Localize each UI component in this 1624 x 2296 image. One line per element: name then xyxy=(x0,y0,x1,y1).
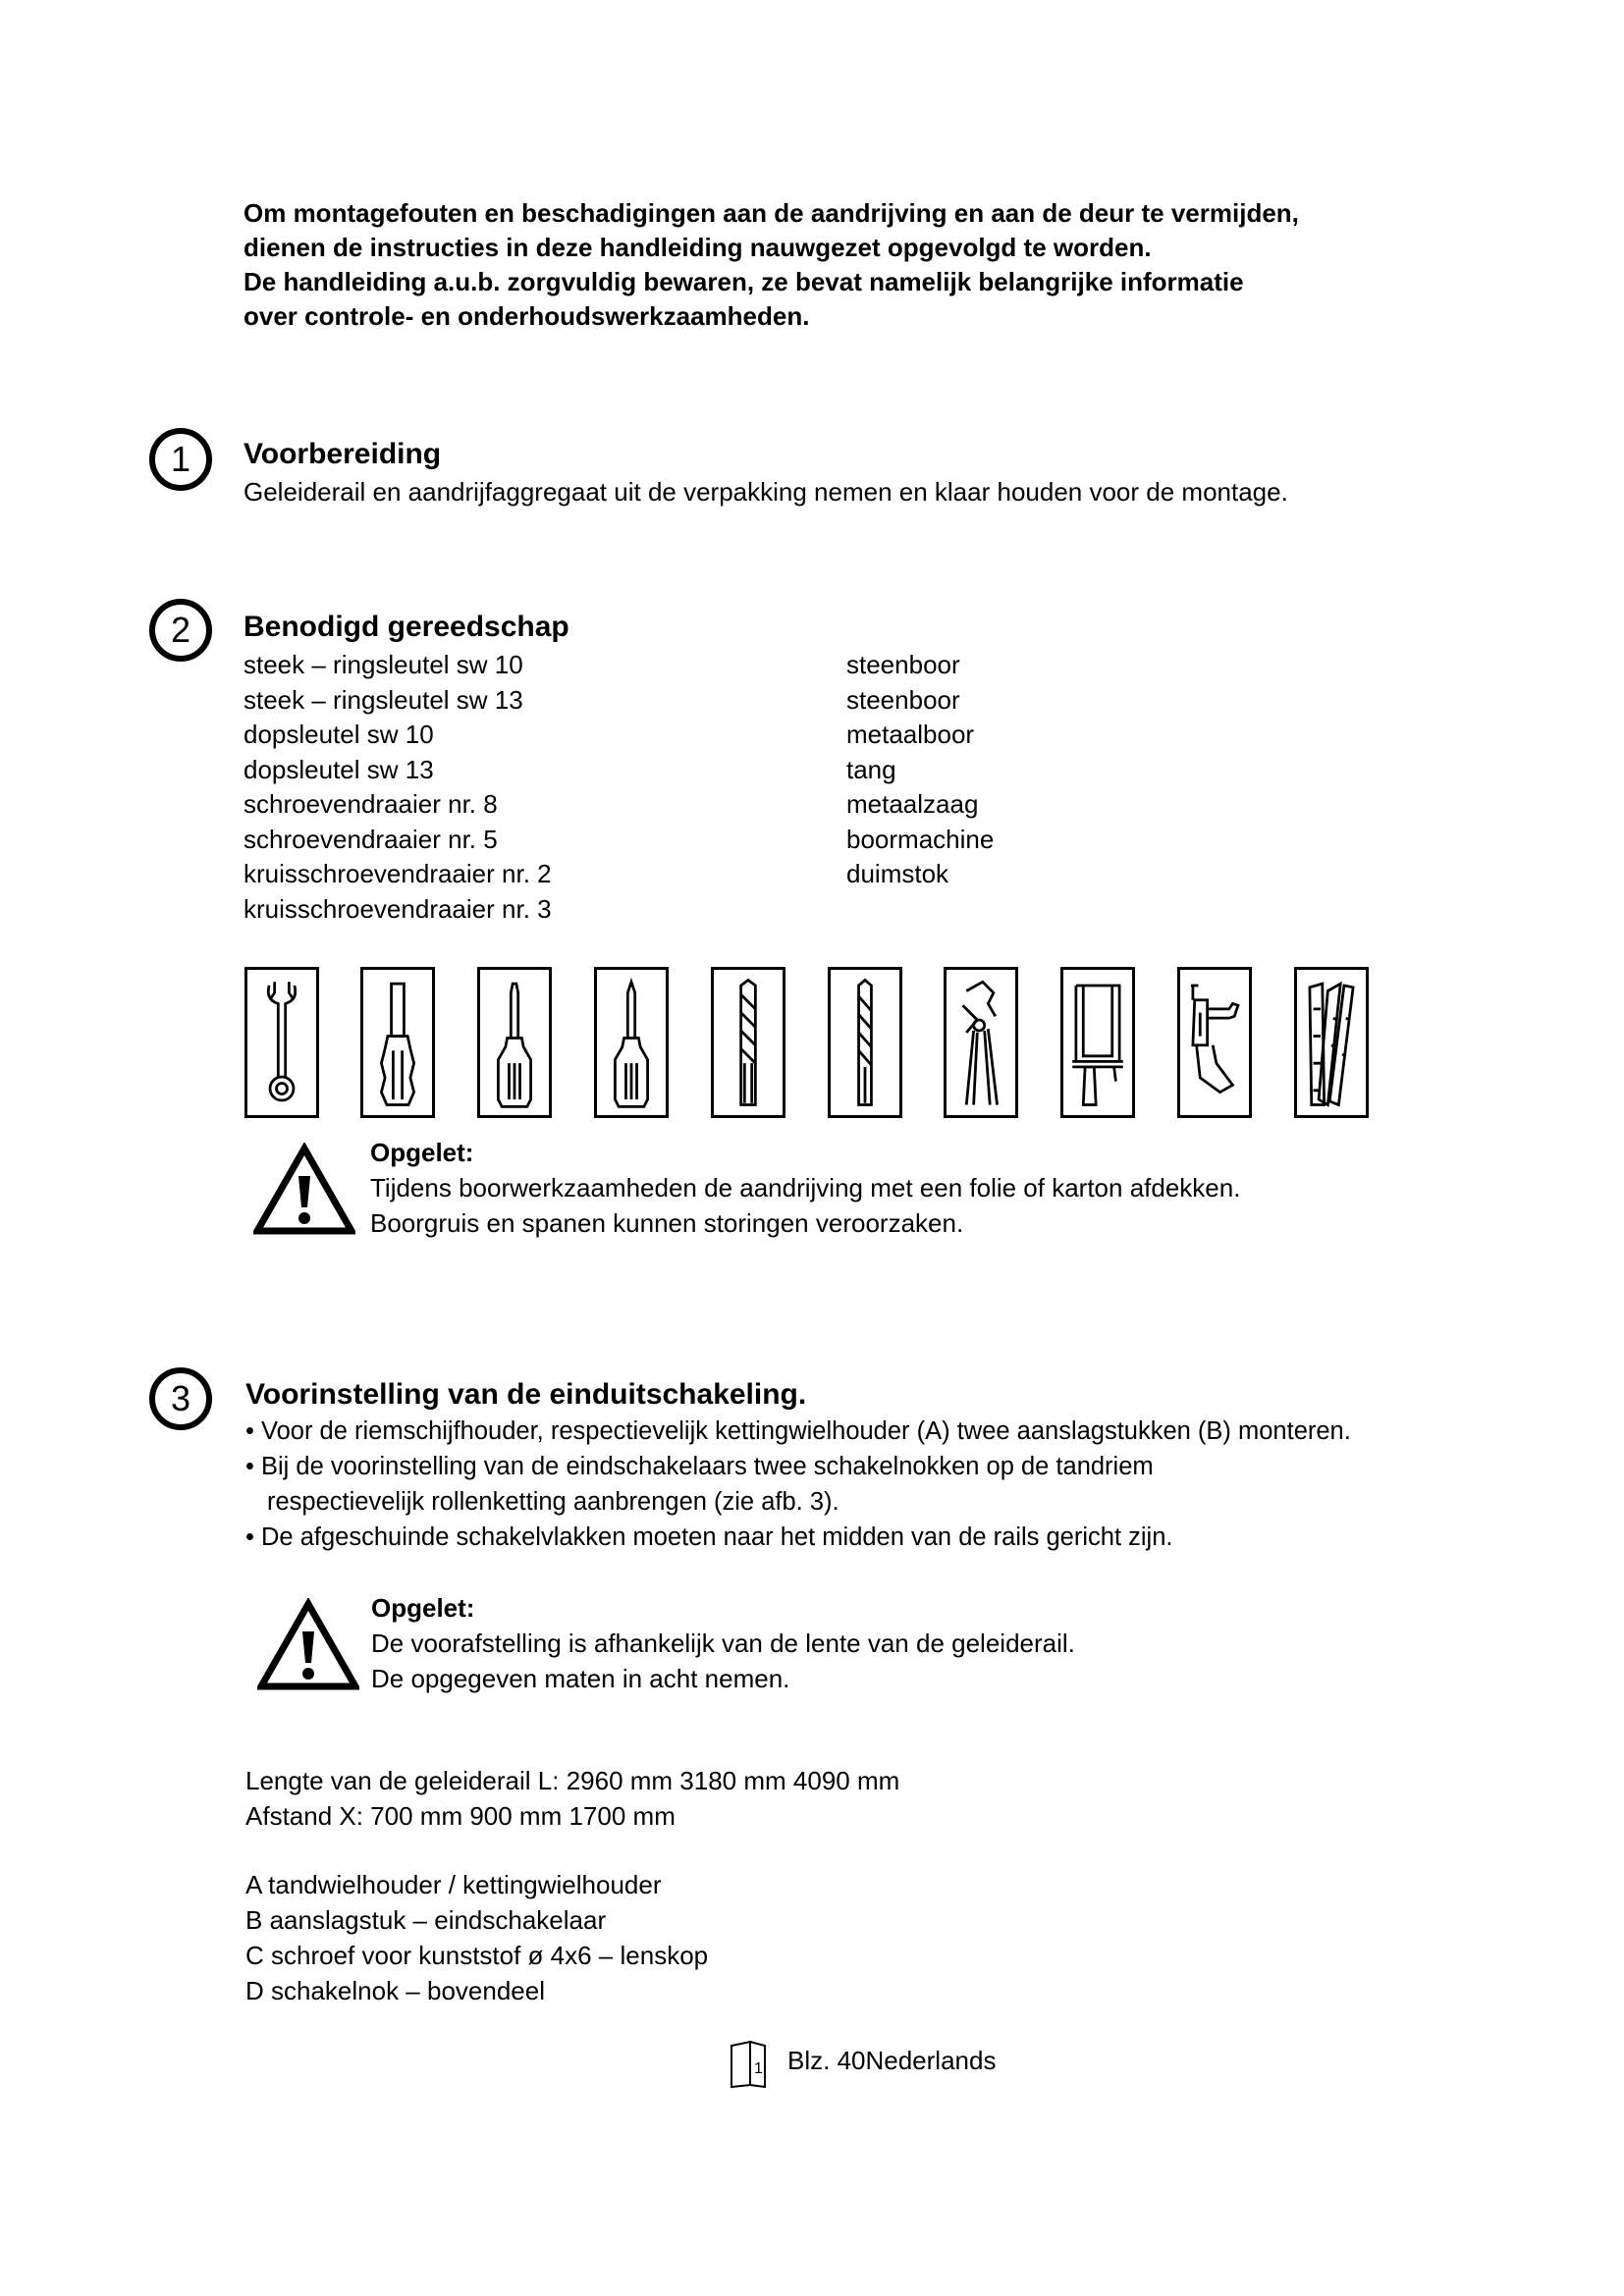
screwdriver-icon xyxy=(477,967,552,1118)
tool-list-item: kruisschroevendraaier nr. 2 xyxy=(244,859,552,888)
stone-drill-bit-icon xyxy=(828,967,902,1118)
page-icon-number: 1 xyxy=(754,2060,763,2077)
intro-line: De handleiding a.u.b. zorgvuldig bewaren, ze bevat namelijk belangrijke informatie xyxy=(244,267,1244,296)
tool-list-left xyxy=(244,648,552,927)
page-icon xyxy=(729,2040,768,2089)
bullet-item: • Voor de riemschijfhouder, respectievelijk kettingwielhouder (A) twee aanslagstukken (B) monteren. xyxy=(245,1417,1351,1445)
warning-line: Boorgruis en spanen kunnen storingen veroorzaken. xyxy=(370,1208,964,1238)
tool-list-item: steek – ringsleutel sw 13 xyxy=(244,684,523,715)
warning-block-1 xyxy=(370,1135,1240,1241)
stone-drill-bit-icon xyxy=(711,967,785,1118)
tool-list-item: tang xyxy=(846,754,896,784)
bullet-item: • De afgeschuinde schakelvlakken moeten naar het midden van de rails gericht zijn. xyxy=(245,1523,1173,1551)
section-2-number: 2 xyxy=(149,599,212,662)
tool-list-item: metaalboor xyxy=(846,720,975,749)
warning-line: De voorafstelling is afhankelijk van de lente van de geleiderail. xyxy=(371,1629,1075,1658)
tool-list-item: dopsleutel sw 13 xyxy=(244,754,434,784)
warning-icon xyxy=(257,1598,359,1692)
measurements xyxy=(245,1763,899,1834)
tool-list-right xyxy=(846,648,994,892)
phillips-screwdriver-icon xyxy=(594,967,669,1118)
intro-line: Om montagefouten en beschadigingen aan de aandrijving en aan de deur te vermijden, xyxy=(244,198,1299,228)
warning-title: Opgelet: xyxy=(370,1138,474,1167)
intro-line: over controle- en onderhoudswerkzaamheden. xyxy=(244,301,810,331)
drill-machine-icon xyxy=(1177,967,1252,1118)
pliers-icon xyxy=(944,967,1018,1118)
warning-icon xyxy=(253,1143,355,1237)
section-1-number: 1 xyxy=(149,428,212,491)
tool-list-item: duimstok xyxy=(846,859,949,888)
hacksaw-icon xyxy=(1060,967,1135,1118)
tool-list-item: boormachine xyxy=(846,824,995,854)
tool-list-item: metaalzaag xyxy=(846,789,979,819)
legend-item: C schroef voor kunststof ø 4x6 – lenskop xyxy=(245,1941,709,1970)
bullet-item: • Bij de voorinstelling van de eindschakelaars twee schakelnokken op de tandriem xyxy=(245,1453,1154,1480)
warning-title: Opgelet: xyxy=(371,1593,475,1623)
tool-list-item: schroevendraaier nr. 8 xyxy=(244,789,498,819)
legend-list xyxy=(245,1867,708,2008)
tool-list-item: steenboor xyxy=(846,650,960,679)
section-1-text: Geleiderail en aandrijfaggregaat uit de verpakking nemen en klaar houden voor de montage. xyxy=(244,477,1288,507)
legend-item: D schakelnok – bovendeel xyxy=(245,1976,545,2005)
measure-line: Lengte van de geleiderail L: 2960 mm 3180 mm 4090 mm xyxy=(245,1766,900,1795)
section-3-bullets xyxy=(245,1414,1351,1555)
section-3-number: 3 xyxy=(149,1367,212,1430)
section-1-title: Voorbereiding xyxy=(244,438,442,470)
intro-text xyxy=(244,196,1471,334)
socket-wrench-icon xyxy=(360,967,435,1118)
measure-line: Afstand X: 700 mm 900 mm 1700 mm xyxy=(245,1801,676,1831)
section-2-title: Benodigd gereedschap xyxy=(244,611,569,643)
tool-list-item: kruisschroevendraaier nr. 3 xyxy=(244,893,552,924)
bullet-item-continuation: respectievelijk rollenketting aanbrengen (zie afb. 3). xyxy=(267,1488,839,1516)
tool-list-item: dopsleutel sw 10 xyxy=(244,720,434,749)
legend-item: B aanslagstuk – eindschakelaar xyxy=(245,1905,607,1935)
warning-line: Tijdens boorwerkzaamheden de aandrijving met een folie of karton afdekken. xyxy=(370,1173,1241,1202)
tool-list-item: steek – ringsleutel sw 10 xyxy=(244,650,523,679)
folding-ruler-icon xyxy=(1294,967,1369,1118)
legend-item: A tandwielhouder / kettingwielhouder xyxy=(245,1870,662,1899)
intro-line: dienen de instructies in deze handleiding nauwgezet opgevolgd te worden. xyxy=(244,233,1152,262)
page-number: Blz. 40Nederlands xyxy=(787,2046,997,2075)
warning-line: De opgegeven maten in acht nemen. xyxy=(371,1664,790,1693)
ring-spanner-icon xyxy=(244,967,319,1118)
warning-block-2 xyxy=(371,1590,1075,1696)
tool-list-item: schroevendraaier nr. 5 xyxy=(244,824,498,854)
section-3-title: Voorinstelling van de einduitschakeling. xyxy=(245,1378,807,1411)
tool-list-item: steenboor xyxy=(846,684,960,715)
